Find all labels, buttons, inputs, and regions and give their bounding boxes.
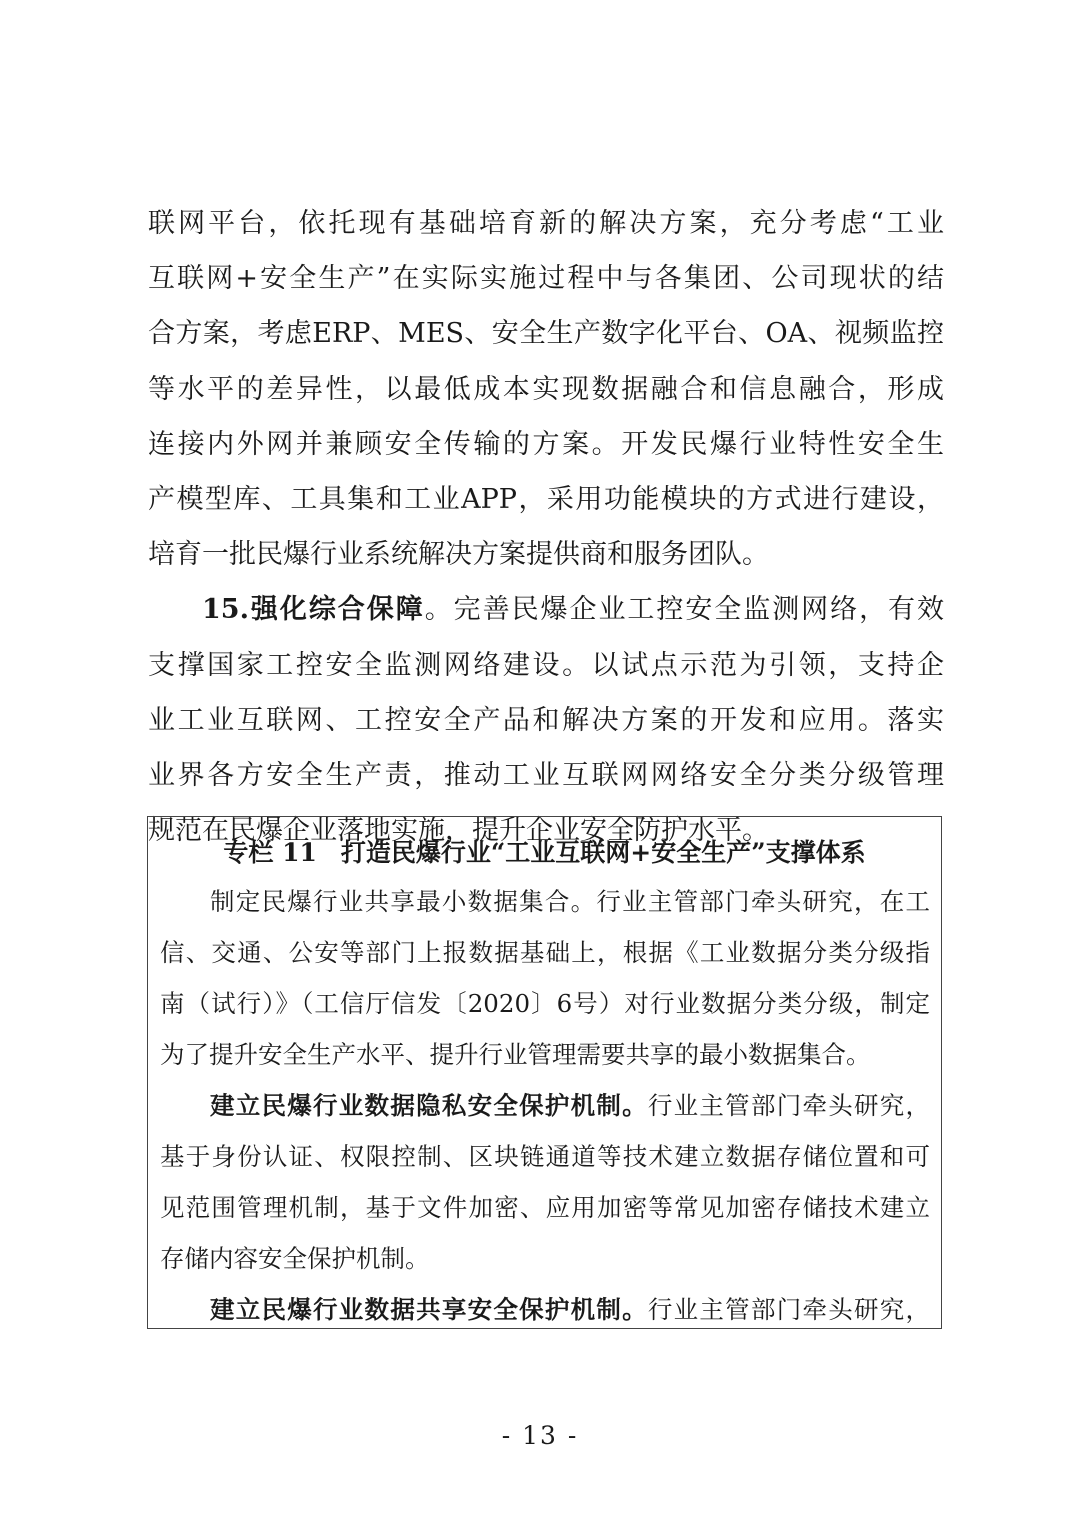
section-15-heading: 15.强化综合保障 bbox=[202, 594, 425, 626]
box-para3-first-line bbox=[160, 1293, 930, 1327]
box-para2-heading: 建立民爆行业数据隐私安全保护机制。 bbox=[210, 1091, 648, 1120]
box-label: 专栏 11 bbox=[223, 838, 317, 867]
body-text bbox=[148, 196, 944, 858]
column-box bbox=[147, 816, 942, 1329]
section-15-line: 业工业互联网、工控安全产品和解决方案的开发和应用。落实 bbox=[148, 704, 944, 736]
section-15-line: 支撑国家工控安全监测网络建设。以试点示范为引领，支持企 bbox=[148, 649, 944, 681]
box-para1-line: 为了提升安全生产水平、提升行业管理需要共享的最小数据集合。 bbox=[160, 1040, 871, 1069]
box-para2-line: 存储内容安全保护机制。 bbox=[160, 1244, 430, 1273]
body-line: 联网平台，依托现有基础培育新的解决方案，充分考虑“工业 bbox=[148, 208, 944, 239]
page-number: - 13 - bbox=[501, 1421, 579, 1450]
body-line: 互联网+安全生产”在实际实施过程中与各集团、公司现状的结 bbox=[148, 263, 944, 295]
box-para1-line: 信、交通、公安等部门上报数据基础上，根据《工业数据分类分级指 bbox=[160, 938, 930, 967]
section-15-line: 规范在民爆企业落地实施，提升企业安全防护水平。 bbox=[148, 815, 769, 847]
box-para2-first-line bbox=[160, 1089, 930, 1123]
body-line: 培育一批民爆行业系统解决方案提供商和服务团队。 bbox=[148, 539, 769, 571]
body-line: 产模型库、工具集和工业APP，采用功能模块的方式进行建设， bbox=[148, 483, 944, 515]
box-title bbox=[148, 837, 941, 869]
section-15-first-line-rest: 。完善民爆企业工控安全监测网络，有效 bbox=[424, 594, 944, 626]
box-para1-line: 制定民爆行业共享最小数据集合。行业主管部门牵头研究，在工 bbox=[210, 887, 930, 916]
box-para2-first-line-rest: 行业主管部门牵头研究， bbox=[647, 1091, 930, 1120]
box-para2-line: 基于身份认证、权限控制、区块链通道等技术建立数据存储位置和可 bbox=[160, 1142, 930, 1171]
box-para3-heading: 建立民爆行业数据共享安全保护机制。 bbox=[210, 1295, 648, 1324]
box-title-text: 打造民爆行业“工业互联网+安全生产”支撑体系 bbox=[340, 838, 866, 867]
body-line: 连接内外网并兼顾安全传输的方案。开发民爆行业特性安全生 bbox=[148, 428, 944, 460]
box-para3-first-line-rest: 行业主管部门牵头研究， bbox=[647, 1295, 930, 1324]
section-15-line: 业界各方安全生产责，推动工业互联网网络安全分类分级管理 bbox=[148, 759, 944, 791]
box-para2-line: 见范围管理机制，基于文件加密、应用加密等常见加密存储技术建立 bbox=[160, 1193, 930, 1222]
body-line: 等水平的差异性，以最低成本实现数据融合和信息融合，形成 bbox=[148, 373, 944, 405]
box-para1-line: 南（试行）》（工信厅信发〔2020〕6号）对行业数据分类分级，制定 bbox=[160, 989, 930, 1018]
section-15-first-line bbox=[148, 582, 944, 637]
body-line: 合方案，考虑ERP、MES、安全生产数字化平台、OA、视频监控 bbox=[148, 318, 944, 350]
